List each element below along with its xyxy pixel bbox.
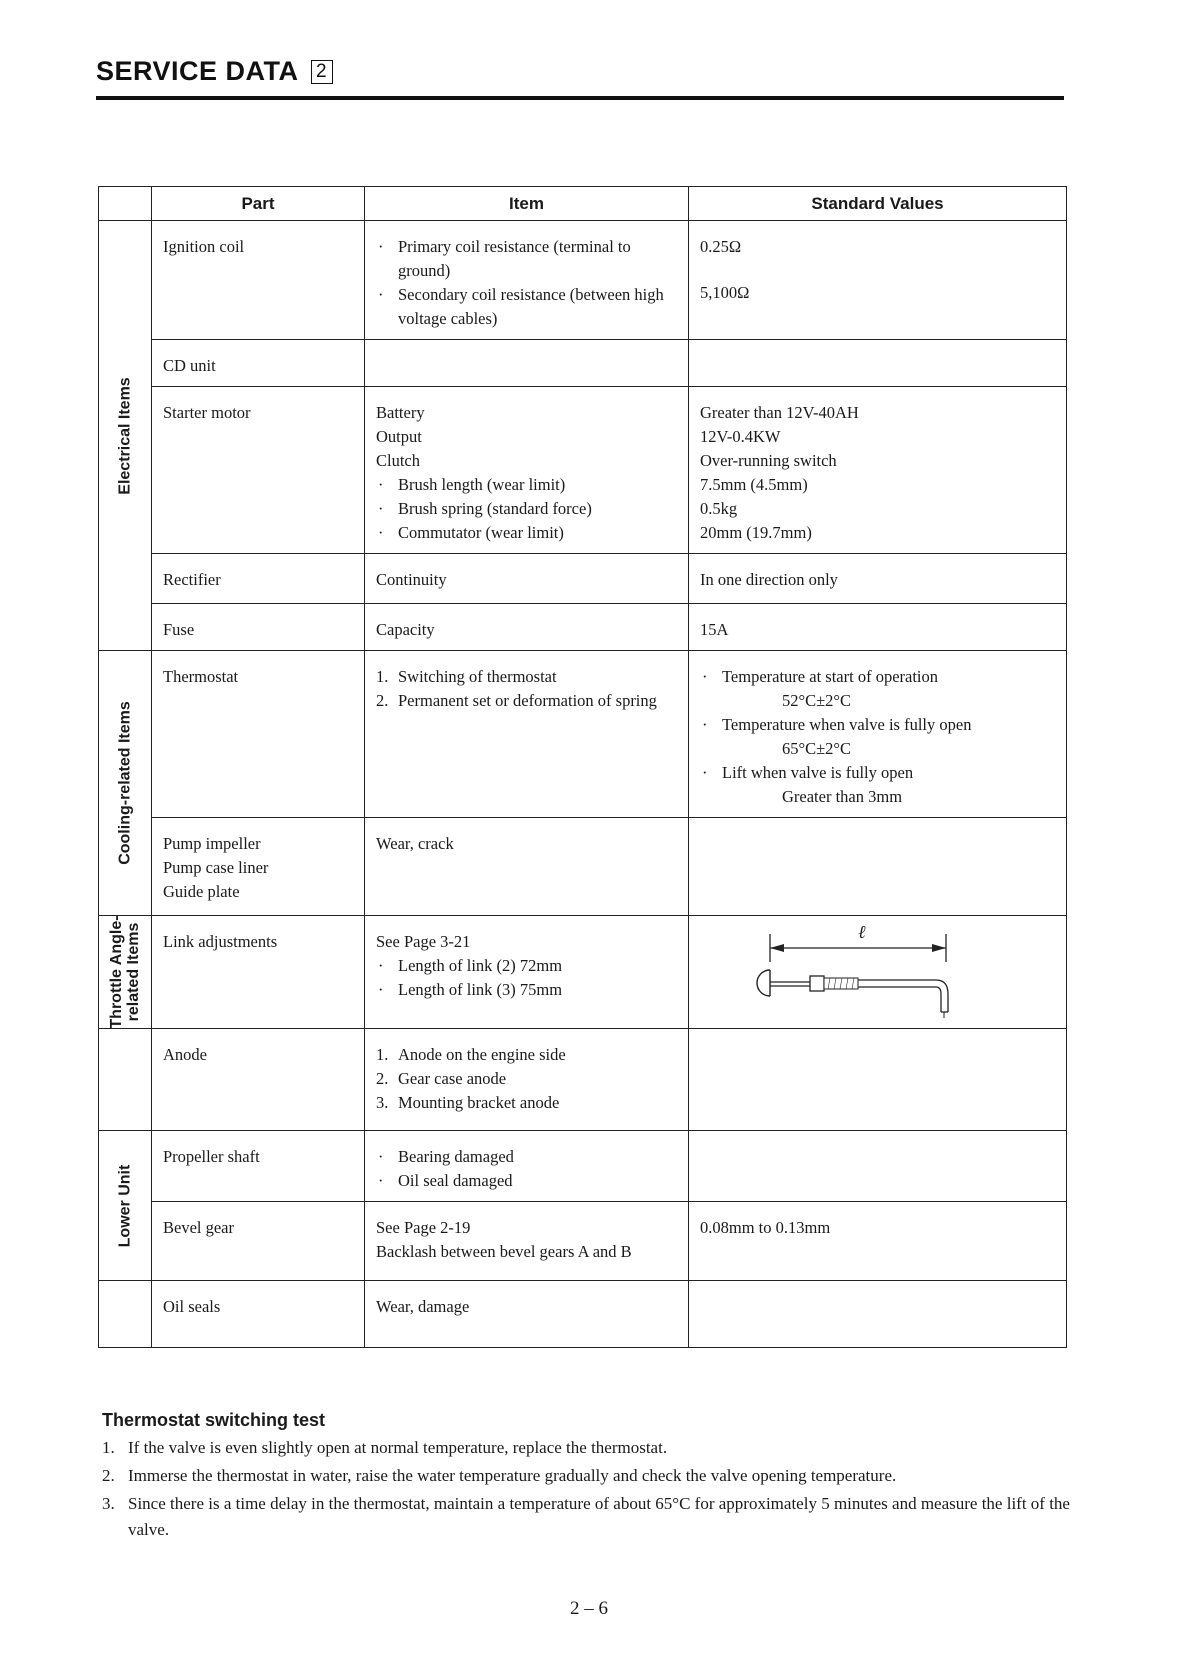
item-cell	[365, 387, 689, 554]
section-number-box: 2	[311, 60, 333, 84]
value-text: Over-running switch	[700, 451, 837, 470]
item-text: Battery	[376, 403, 425, 422]
table-header-row	[99, 187, 1067, 221]
category-blank	[99, 1281, 152, 1348]
category-lower-unit	[99, 1131, 152, 1281]
list-item: · Primary coil resistance (terminal to ground)	[376, 235, 677, 283]
item-cell: Wear, damage	[365, 1281, 689, 1348]
value-cell: 0.08mm to 0.13mm	[689, 1202, 1067, 1281]
header-item: Item	[365, 187, 689, 221]
item-text: Backlash between bevel gears A and B	[376, 1242, 632, 1261]
value-cell: 15A	[689, 604, 1067, 651]
list-item: 2. Immerse the thermostat in water, raise the water temperature gradually and check the valve opening temperature.	[102, 1466, 897, 1485]
category-electrical-label: Electrical Items	[116, 376, 134, 495]
part-cell: Rectifier	[152, 554, 365, 604]
part-text: Guide plate	[163, 882, 240, 901]
dimension-arrow-right	[932, 944, 946, 952]
list-item: · Bearing damaged	[376, 1145, 677, 1169]
part-cell: Bevel gear	[152, 1202, 365, 1281]
part-cell: Ignition coil	[152, 221, 365, 340]
part-cell	[152, 818, 365, 916]
value-text: 0.5kg	[700, 499, 738, 518]
value-text: 20mm (19.7mm)	[700, 523, 812, 542]
category-electrical	[99, 221, 152, 651]
table-row	[99, 340, 1067, 387]
list-item: · Length of link (3) 75mm	[376, 978, 677, 1002]
item-text: Output	[376, 427, 422, 446]
value-cell	[689, 221, 1067, 340]
value-cell	[689, 1281, 1067, 1348]
part-text: Pump impeller	[163, 834, 261, 853]
item-cell: Capacity	[365, 604, 689, 651]
table-row	[99, 1281, 1067, 1348]
list-item: 3. Mounting bracket anode	[376, 1093, 560, 1112]
category-lower-unit-label: Lower Unit	[116, 1164, 134, 1247]
item-cell	[365, 340, 689, 387]
value-cell	[689, 818, 1067, 916]
item-text: See Page 2-19	[376, 1218, 471, 1237]
value-text: 12V-0.4KW	[700, 427, 781, 446]
list-item: · Length of link (2) 72mm	[376, 954, 677, 978]
category-throttle	[99, 916, 152, 1029]
item-cell	[365, 1202, 689, 1281]
part-cell: Fuse	[152, 604, 365, 651]
table-row	[99, 1202, 1067, 1281]
part-cell: Thermostat	[152, 651, 365, 818]
value-text: 0.25Ω	[700, 237, 742, 256]
part-cell: Oil seals	[152, 1281, 365, 1348]
table-row	[99, 818, 1067, 916]
table-row	[99, 916, 1067, 1029]
notes-heading: Thermostat switching test	[102, 1410, 326, 1430]
item-text: Clutch	[376, 451, 420, 470]
value-cell	[689, 1131, 1067, 1202]
category-throttle-label-line1: Throttle Angle-	[108, 915, 125, 1029]
part-cell: Propeller shaft	[152, 1131, 365, 1202]
list-item: 1. Anode on the engine side	[376, 1045, 566, 1064]
part-cell: Starter motor	[152, 387, 365, 554]
header-category	[99, 187, 152, 221]
table-row	[99, 604, 1067, 651]
service-data-table	[98, 186, 1067, 1348]
rod-loop-end	[757, 970, 770, 996]
value-cell	[689, 651, 1067, 818]
list-item: · Secondary coil resistance (between high voltage cables)	[376, 283, 677, 331]
item-cell	[365, 916, 689, 1029]
rod-bend-inner	[936, 987, 941, 1012]
list-item: · Temperature when valve is fully open 65°C±2°C	[700, 713, 1055, 761]
category-blank	[99, 1029, 152, 1131]
header-standard-values: Standard Values	[689, 187, 1067, 221]
item-text: See Page 3-21	[376, 932, 471, 951]
value-cell	[689, 1029, 1067, 1131]
list-item: 2. Gear case anode	[376, 1069, 507, 1088]
table-row	[99, 554, 1067, 604]
item-cell: Continuity	[365, 554, 689, 604]
list-item: 2. Permanent set or deformation of spring	[376, 691, 657, 710]
item-cell	[365, 651, 689, 818]
list-item: · Brush length (wear limit)	[376, 473, 677, 497]
link-rod-diagram	[700, 924, 1054, 1020]
item-cell	[365, 1131, 689, 1202]
thermostat-test-notes	[102, 1410, 1082, 1545]
list-item: · Lift when valve is fully open Greater than 3mm	[700, 761, 1055, 809]
value-text: 7.5mm (4.5mm)	[700, 475, 808, 494]
value-cell	[689, 340, 1067, 387]
value-text: Greater than 12V-40AH	[700, 403, 859, 422]
list-item: 1. Switching of thermostat	[376, 667, 557, 686]
page-title-text: SERVICE DATA	[96, 56, 299, 86]
item-cell	[365, 221, 689, 340]
list-item: 1. If the valve is even slightly open at normal temperature, replace the thermostat.	[102, 1438, 668, 1457]
part-cell: Link adjustments	[152, 916, 365, 1029]
dimension-arrow-left	[770, 944, 784, 952]
page-number: 2 – 6	[570, 1598, 608, 1619]
category-throttle-label-line2: related Items	[125, 922, 142, 1022]
part-cell: CD unit	[152, 340, 365, 387]
list-item: 3. Since there is a time delay in the thermostat, maintain a temperature of about 65°C for approximately 5 minutes and measure the lift of the valve.	[102, 1494, 1070, 1539]
title-rule	[96, 96, 1064, 100]
length-symbol: ℓ	[858, 924, 866, 942]
value-text: 5,100Ω	[700, 283, 750, 302]
list-item: · Commutator (wear limit)	[376, 521, 677, 545]
table-row	[99, 651, 1067, 818]
value-cell	[689, 387, 1067, 554]
table-row	[99, 1131, 1067, 1202]
table-row	[99, 1029, 1067, 1131]
part-text: Pump case liner	[163, 858, 269, 877]
rod-bend-outer	[936, 980, 948, 1012]
page-title	[96, 56, 333, 87]
list-item: · Brush spring (standard force)	[376, 497, 677, 521]
part-cell: Anode	[152, 1029, 365, 1131]
table-row	[99, 387, 1067, 554]
item-cell	[365, 1029, 689, 1131]
value-cell: In one direction only	[689, 554, 1067, 604]
list-item: · Oil seal damaged	[376, 1169, 677, 1193]
value-cell	[689, 916, 1067, 1029]
list-item: · Temperature at start of operation 52°C±2°C	[700, 665, 1055, 713]
category-cooling	[99, 651, 152, 916]
item-cell: Wear, crack	[365, 818, 689, 916]
table-row	[99, 221, 1067, 340]
rod-nut	[810, 976, 824, 991]
header-part: Part	[152, 187, 365, 221]
category-cooling-label: Cooling-related Items	[116, 701, 134, 865]
